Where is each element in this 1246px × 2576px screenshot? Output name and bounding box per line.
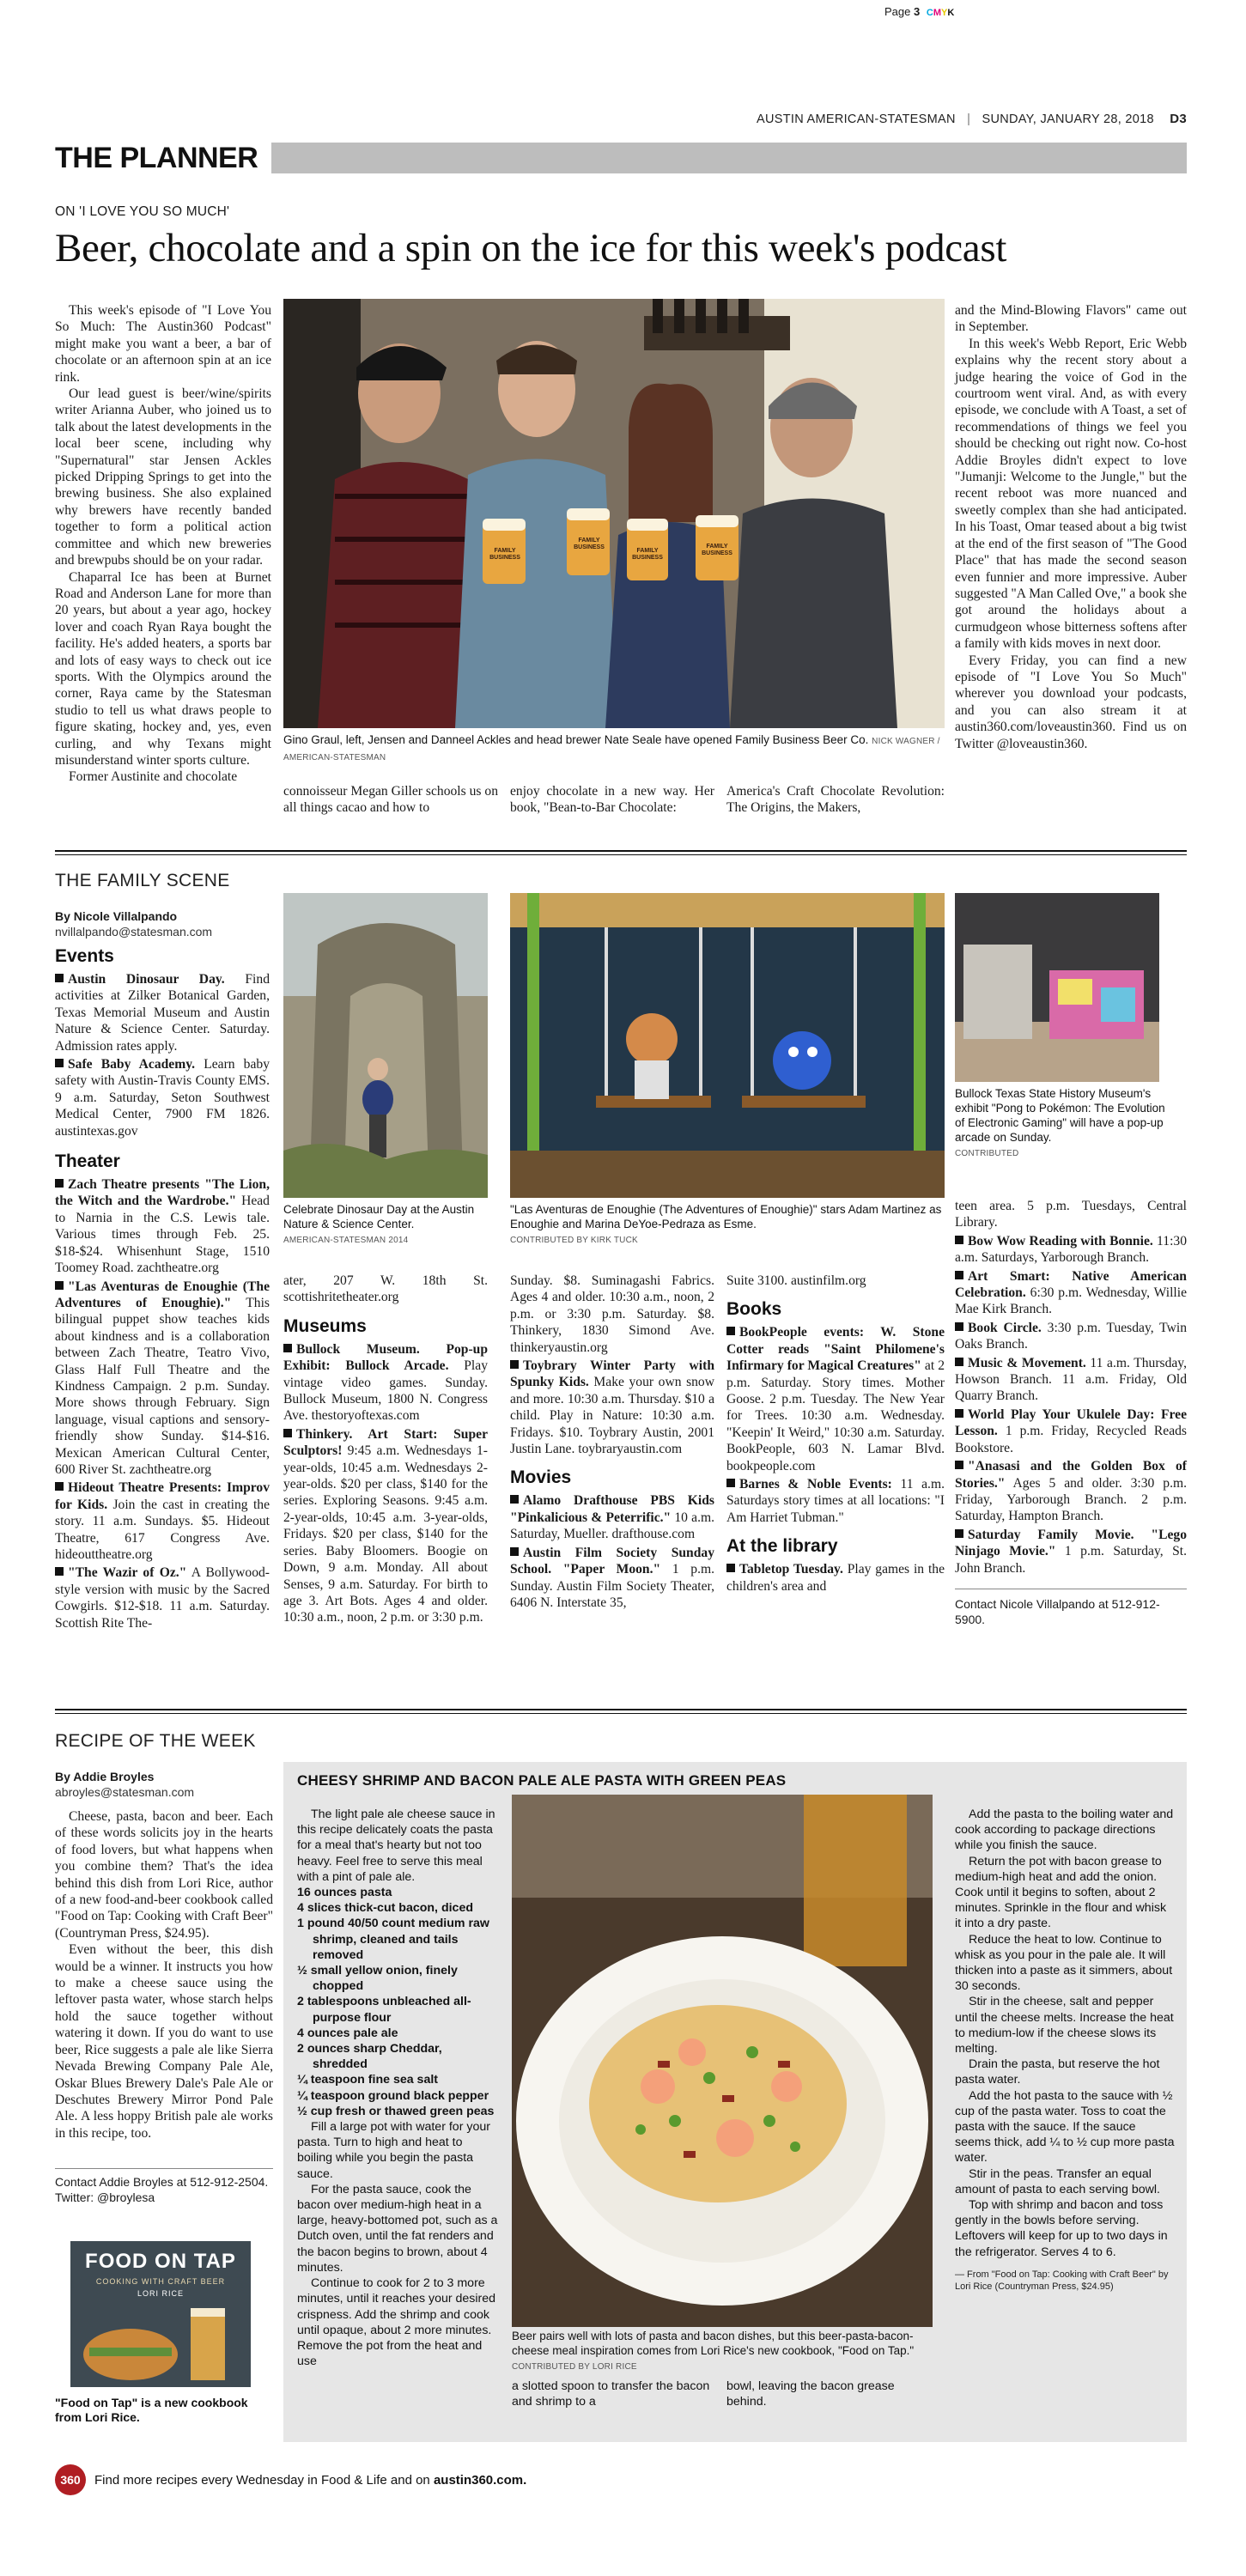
event-item <box>955 1406 1187 1456</box>
event-title: Art Smart: Native American Celebration. <box>955 1268 1187 1301</box>
section-bar <box>271 143 1187 173</box>
arcade-photo <box>955 893 1159 1082</box>
ingredient-item: 4 slices thick-cut bacon, diced <box>297 1901 473 1916</box>
event-item <box>55 1479 270 1563</box>
puppet-photo-caption: "Las Aventuras de Enoughie (The Adventures of Enoughie)" stars Adam Martinez as Enoughie and Marina DeYoe-Pedraza as Esme. CONTRIBUTED BY KIRK TUCK <box>510 1203 942 1245</box>
recipe-title: CHEESY SHRIMP AND BACON PALE ALE PASTA WITH GREEN PEAS <box>297 1772 787 1789</box>
theater-list <box>55 1176 270 1631</box>
book-cover <box>70 2241 251 2387</box>
recipe-col-3: bowl, leaving the bacon grease behind. <box>726 2379 895 2409</box>
ingredient-item: ¼ teaspoon ground black pepper <box>297 2088 489 2103</box>
event-item <box>955 1527 1187 1577</box>
recipe-col-2: a slotted spoon to transfer the bacon and shrimp to a <box>512 2379 710 2409</box>
event-item <box>55 1279 270 1479</box>
family-byline: By Nicole Villalpando nvillalpando@statesman.com <box>55 909 213 939</box>
event-details: 11:30 a.m. Saturdays, Yarborough Branch. <box>955 1233 1188 1266</box>
bullet-square <box>726 1479 735 1487</box>
bullet-square <box>55 974 64 982</box>
recipe-step: Top with shrimp and bacon and toss gently in the bowls before serving. Leftovers will keep for up to two days in the refrigerator. Serves 4 to 6. <box>955 2198 1168 2259</box>
bullet-square <box>726 1564 735 1572</box>
event-item <box>726 1476 945 1526</box>
ingredient-item: ¼ teaspoon fine sea salt <box>297 2073 439 2087</box>
event-item <box>510 1358 714 1457</box>
bullet-square <box>510 1547 519 1556</box>
austin360-badge: 360 <box>55 2464 86 2495</box>
event-details: Make your own snow and more. 10:30 a.m. Thursday. $10 a child. Play in Nature: 10:30 a.m. Fridays. $10. Toybrary Austin, 2001 Justin Lane. toybraryaustin.com <box>510 1375 714 1457</box>
event-item <box>510 1545 714 1612</box>
museums-list <box>283 1341 488 1626</box>
event-details: 1 p.m. Saturday, St. John Branch. <box>955 1544 1187 1576</box>
cmyk-marks: CMYK <box>926 8 955 18</box>
event-title: Austin Film Society Sunday School. "Paper Moon." <box>510 1545 714 1577</box>
event-item <box>955 1320 1187 1353</box>
brewery-photo-caption: Gino Graul, left, Jensen and Danneel Ackles and head brewer Nate Seale have opened Family Business Beer Co. NICK WAGNER / AMERICAN-STATESMAN <box>283 733 940 762</box>
event-item <box>283 1426 488 1626</box>
event-item <box>726 1324 945 1474</box>
bullet-square <box>510 1495 519 1504</box>
ingredient-item: 1 pound 40/50 count medium raw shrimp, cleaned and tails removed <box>297 1917 489 1962</box>
ingredient-item: 16 ounces pasta <box>297 1886 392 1900</box>
bullet-square <box>955 1322 963 1331</box>
arcade-photo-art <box>955 893 1159 1082</box>
event-title: World Play Your Ukulele Day: Free Lesson. <box>955 1406 1187 1439</box>
event-details: 1 p.m. Sunday. Austin Film Society Theater, 6406 N. Interstate 35, <box>510 1562 714 1610</box>
event-item <box>55 1176 270 1276</box>
event-title: Hideout Theatre Presents: Improv for Kids. <box>55 1480 270 1512</box>
event-title: Thinkery. Art Start: Super Sculptors! <box>283 1426 488 1459</box>
ingredient-item: ½ small yellow onion, finely chopped <box>297 1964 458 1994</box>
event-title: BookPeople events: W. Stone Cotter reads "Saint Philomene's Infirmary for Magical Creatures" <box>726 1325 945 1374</box>
section-title: THE PLANNER <box>55 142 258 174</box>
event-item <box>55 971 270 1054</box>
bullet-square <box>283 1429 292 1437</box>
steps-part-2 <box>955 1807 1175 2260</box>
book-cover-art <box>70 2303 251 2387</box>
event-item <box>55 1564 270 1631</box>
bullet-square <box>955 1461 963 1469</box>
family-col-2: ater, 207 W. 18th St. scottishritetheater.org Museums Bullock Museum. Pop-up Exhibit: Bullock Arcade. Play vintage video games. Sunday. Bullock Museum, 1800 N. Congress Ave. thestoryoftexas.com Thinkery. Art Start: Super Sculptors! 9:45 a.m. Wednesdays 1-year-olds, 10:45 a.m. Wednesdays 2-year-olds. $20 per class, $140 for the series. Exploring Seasons. 9:45 a.m. 2-year-olds, 10:45 a.m. 3-year-olds, Fridays. $20 per class, $140 for the series. Baby Bloomers. Boogie on Down, 9 a.m. Monday. All about Senses, 9 a.m. Saturday. For birth to age 3. Art Bots. Ages 4 and older. 10:30 a.m., noon, 2 p.m. or 3:30 p.m. <box>283 1273 488 1625</box>
library-events-list <box>955 1233 1187 1577</box>
event-item <box>726 1561 945 1595</box>
ingredient-item: 2 ounces sharp Cheddar, shredded <box>297 2042 442 2072</box>
recipe-intro: Cheese, pasta, bacon and beer. Each of these words solicits joy in the hearts of food lovers, but what happens when you combine them? That's the idea behind this dish from Lori Rice, author of a new food-and-beer cookbook called "Food on Tap: Cooking with Craft Beer" (Countryman Press, $24.95). Even without the beer, this dish would be a winner. It instructs you how to make a cheese sauce using the leftover pasta water, whose starch helps hold the sauce together without watering it down. If you do want to use beer, Rice suggests a pale ale like Sierra Nevada Brewing Company Pale Ale, Oskar Blues Brewery Dale's Pale Ale or Deschutes Brewery Mirror Pond Pale Ale. A less hoppy British pale ale works in this recipe, too. <box>55 1809 273 2141</box>
event-details: 10 a.m. Saturday, Mueller. drafthouse.com <box>510 1510 714 1542</box>
ingredient-item: ½ cup fresh or thawed green peas <box>297 2104 495 2118</box>
event-details: A Bollywood-style version with music by the Sacred Cowgirls. $12-$18. 11 a.m. Saturday. Scottish Rite The- <box>55 1565 270 1631</box>
bullet-square <box>955 1236 963 1244</box>
mug-label: FAMILY BUSINESS <box>489 548 520 561</box>
recipe-col-1: The light pale ale cheese sauce in this recipe delicately coats the pasta for a meal that's hearty but not too heavy. Feel free to serve this meal with a pint of pale ale. 16 ounces pasta 4 slices thick-cut bacon, diced 1 pound 40/50 count medium raw shrimp, cleaned and tails removed ½ small yellow onion, finely chopped 2 tablespoons unbleached all-purpose flour 4 ounces pale ale 2 ounces sharp Cheddar, shredded ¼ teaspoon fine sea salt ¼ teaspoon ground black pepper ½ cup fresh or thawed green peas Fill a large pot with water for your pasta. Turn to high and heat to boiling while you begin the pasta sauce. For the pasta sauce, cook the bacon over medium-high heat in a large, heavy-bottomed pot, such as a Dutch oven, until the fat renders and the bacon begins to brown, about 4 minutes. Continue to cook for 2 to 3 more minutes, until it reaches your desired crispness. Add the shrimp and cook until opaque, about 2 more minutes. Remove the pot from the heat and use <box>297 1807 500 2369</box>
event-details: This bilingual puppet show teaches kids about kindness and is a collaboration between Zach Theatre, Teatro Vivo, Glass Half Full Theatre and the Kindness Campaign. 2 p.m. Sunday. More shows through February. Sign language, visual captions and sensory-friendly show Sunday. $14-$16. Mexican American Cultural Center, 600 River St. zachtheatre.org <box>55 1295 270 1477</box>
dinosaur-photo-art <box>283 893 488 1198</box>
family-scene-header: THE FAMILY SCENE <box>55 871 230 890</box>
pasta-photo <box>512 1795 933 2327</box>
kicker: ON 'I LOVE YOU SO MUCH' <box>55 204 230 219</box>
event-item <box>955 1268 1187 1318</box>
dinosaur-photo <box>283 893 488 1198</box>
footer-site-link[interactable]: austin360.com. <box>433 2473 527 2488</box>
brewery-photo-art <box>283 299 945 728</box>
puppet-photo-art <box>510 893 945 1198</box>
family-col-5: teen area. 5 p.m. Tuesdays, Central Library. Bow Wow Reading with Bonnie. 11:30 a.m. Saturdays, Yarborough Branch. Art Smart: Native American Celebration. 6:30 p.m. Wednesday, Willie Mae Kirk Branch. Book Circle. 3:30 p.m. Tuesday, Twin Oaks Branch. Music & Movement. 11 a.m. Thursday, Howson Branch. 11 a.m. Friday, Old Quarry Branch. World Play Your Ukulele Day: Free Lesson. 1 p.m. Friday, Recycled Reads Bookstore. "Anasasi and the Golden Box of Stories." Ages 5 and older. 3:30 p.m. Friday, Yarborough Branch. 2 p.m. Saturday, Hampton Branch. Saturday Family Movie. "Lego Ninjago Movie." 1 p.m. Saturday, St. John Branch. Contact Nicole Villalpando at 512-912-5900. <box>955 1199 1188 1626</box>
mug-label: FAMILY BUSINESS <box>574 538 605 550</box>
bullet-square <box>55 1567 64 1576</box>
event-details: Head to Narnia in the C.S. Lewis tale. Various times through Feb. 25. $18-$24. Whisenhunt Stage, 1510 Toomey Road. zachtheatre.org <box>55 1194 270 1276</box>
bullet-square <box>55 1179 64 1188</box>
puppet-photo <box>510 893 945 1198</box>
event-title: Austin Dinosaur Day. <box>68 972 225 987</box>
recipe-source: — From "Food on Tap: Cooking with Craft Beer" by Lori Rice (Countryman Press, $24.95) <box>955 2269 1169 2292</box>
event-title: Safe Baby Academy. <box>68 1057 196 1072</box>
steps-part-1 <box>297 2119 500 2369</box>
recipe-step: For the pasta sauce, cook the bacon over medium-high heat in a large, heavy-bottomed pot, such as a Dutch oven, until the fat renders and the bacon begins to brown, about 4 minutes. <box>297 2182 498 2275</box>
section-rule <box>55 850 1187 852</box>
event-title: Barnes & Noble Events: <box>739 1477 892 1492</box>
recipe-step: Add the hot pasta to the sauce with ½ cup of the pasta water. Toss to coat the pasta with the sauce. If the sauce seems thick, add ¼ to ½ cup more pasta water. <box>955 2088 1175 2166</box>
podcast-col-1: This week's episode of "I Love You So Much: The Austin360 Podcast" might make you want a beer, a bar of chocolate or an afternoon spin at an ice rink. Our lead guest is beer/wine/spirits writer Arianna Auber, who joined us to talk about the latest developments in the local beer scene, including why "Supernatural" star Jensen Ackles picked Dripping Springs to get into the brewing business. She also explained why brewers have recently banded together to form a political action committee and which new breweries and brewpubs should be on your radar. Chaparral Ice has been at Burnet Road and Anderson Lane for more than 20 years, but about a year ago, hockey lover and coach Ryan Raya bought the facility. He's added heaters, a sports bar and lots of easy ways to check out ice sports. With the Olympics around the corner, Raya came by the Statesman studio to tell us what draws people to figure skating, hockey and, yes, even curling, and why Texans might misunderstand winter sports culture. Former Austinite and chocolate <box>55 303 271 785</box>
movies-list <box>510 1492 714 1611</box>
event-title: Tabletop Tuesday. <box>739 1562 843 1577</box>
recipe-step: Fill a large pot with water for your pasta. Turn to high and heat to boiling while you begin the pasta sauce. <box>297 2120 490 2181</box>
podcast-col-3: enjoy chocolate in a new way. Her book, "Bean-to-Bar Chocolate: <box>510 784 714 816</box>
event-details: 6:30 p.m. Wednesday, Willie Mae Kirk Branch. <box>955 1285 1187 1317</box>
bullet-square <box>510 1360 519 1369</box>
library-list <box>726 1561 945 1595</box>
section-rule <box>55 1709 1187 1710</box>
page-number: Page 3 CMYK <box>884 5 955 18</box>
mug-label: FAMILY BUSINESS <box>632 548 663 561</box>
event-details: Learn baby safety with Austin-Travis County EMS. 9 a.m. Saturday, Seton Southwest Medical Center, 7900 FM 1826. austintexas.gov <box>55 1057 270 1139</box>
event-title: Alamo Drafthouse PBS Kids "Pinkalicious & Peterrific." <box>510 1493 714 1525</box>
book-cover-title: FOOD ON TAP <box>85 2250 236 2273</box>
recipe-byline: By Addie Broyles abroyles@statesman.com <box>55 1770 195 1799</box>
event-item <box>283 1341 488 1425</box>
footer <box>55 2464 1187 2499</box>
event-details: 9:45 a.m. Wednesdays 1-year-olds, 10:45 a.m. Wednesdays 2-year-olds. $20 per class, $140 for the series. Exploring Seasons. 9:45 a.m. 2-year-olds, 10:45 a.m. 3-year-olds, Fridays. $20 per class, $140 for the series. Baby Bloomers. Boogie on Down, 9 a.m. Monday. All about Senses, 9 a.m. Saturday. For birth to age 3. Art Bots. Ages 4 and older. 10:30 a.m., noon, 2 p.m. or 3:30 p.m. <box>283 1443 488 1625</box>
event-title: Toybrary Winter Party with Spunky Kids. <box>510 1358 714 1390</box>
event-details: 11 a.m. Thursday, Howson Branch. 11 a.m. Friday, Old Quarry Branch. <box>955 1355 1187 1404</box>
bullet-square <box>726 1327 735 1335</box>
ingredient-item: 4 ounces pale ale <box>297 2026 398 2040</box>
recipe-header: RECIPE OF THE WEEK <box>55 1731 256 1751</box>
event-title: Zach Theatre presents "The Lion, the Witch and the Wardrobe." <box>55 1177 270 1209</box>
event-title: Bow Wow Reading with Bonnie. <box>968 1233 1153 1249</box>
family-col-1: Events Austin Dinosaur Day. Find activities at Zilker Botanical Garden, Texas Memorial Museum and Austin Nature & Science Center. Saturday. Admission rates apply. Safe Baby Academy. Learn baby safety with Austin-Travis County EMS. 9 a.m. Saturday, Seton Southwest Medical Center, 7900 FM 1826. austintexas.gov Theater Zach Theatre presents "The Lion, the Witch and the Wardrobe." Head to Narnia in the C.S. Lewis tale. Various times through Feb. 25. $18-$24. Whisenhunt Stage, 1510 Toomey Road. zachtheatre.org "Las Aventuras de Enoughie (The Adventures of Enoughie)." This bilingual puppet show teaches kids about kindness and is a collaboration between Zach Theatre, Teatro Vivo, Glass Half Full Theatre and the Kindness Campaign. 2 p.m. Sunday. More shows through February. Sign language, visual captions and sensory-friendly show Sunday. $14-$16. Mexican American Cultural Center, 600 River St. zachtheatre.org Hideout Theatre Presents: Improv for Kids. Join the cast in creating the story. 11 a.m. Sundays. $5. Hideout Theatre, 617 Congress Ave. hideouttheatre.org "The Wazir of Oz." A Bollywood-style version with music by the Sacred Cowgirls. $12-$18. 11 a.m. Saturday. Scottish Rite The- <box>55 946 270 1631</box>
bullet-square <box>283 1344 292 1352</box>
recipe-step: Return the pot with bacon grease to medium-high heat and add the onion. Cook until it begins to soften, about 2 minutes. Sprinkle in the flour and whisk it into a dry paste. <box>955 1854 1167 1931</box>
event-title: "Las Aventuras de Enoughie (The Adventures of Enoughie)." <box>55 1279 270 1310</box>
podcast-col-3b: America's Craft Chocolate Revolution: The Origins, the Makers, <box>726 784 945 816</box>
thinkery-list <box>510 1358 714 1457</box>
event-details: Play vintage video games. Sunday. Bullock Museum, 1800 N. Congress Ave. thestoryoftexas.com <box>283 1358 488 1424</box>
event-title: Book Circle. <box>968 1320 1042 1335</box>
book-cover-author: LORI RICE <box>137 2289 184 2298</box>
event-details: 3:30 p.m. Tuesday, Twin Oaks Branch. <box>955 1320 1188 1352</box>
bullet-square <box>955 1409 963 1418</box>
bullet-square <box>55 1059 64 1067</box>
event-details: Ages 5 and older. 3:30 p.m. Friday, Yarborough Branch. 2 p.m. Saturday, Hampton Branch. <box>955 1475 1187 1524</box>
bullet-square <box>955 1358 963 1366</box>
recipe-step: Continue to cook for 2 to 3 more minutes, until it reaches your desired crispness. Add the shrimp and cook until opaque, about 2 more minutes. Remove the pot from the heat and use <box>297 2276 496 2369</box>
bullet-square <box>55 1482 64 1491</box>
event-details: at 2 p.m. Saturday. Story times. Mother Goose. 2 p.m. Tuesday. The New Year for Trees. 10:30 a.m. Wednesday. "Keepin' It Weird," 10:30 a.m. Saturday. BookPeople, 603 N. Lamar Blvd. bookpeople.com <box>726 1358 945 1473</box>
family-col-4: Suite 3100. austinfilm.org Books BookPeople events: W. Stone Cotter reads "Saint Philomene's Infirmary for Magical Creatures" at 2 p.m. Saturday. Story times. Mother Goose. 2 p.m. Tuesday. The New Year for Trees. 10:30 a.m. Wednesday. "Keepin' It Weird," 10:30 a.m. Saturday. BookPeople, 603 N. Lamar Blvd. bookpeople.com Barnes & Noble Events: 11 a.m. Saturdays story times at all locations: "I Am Harriet Tubman." At the library Tabletop Tuesday. Play games in the children's area and <box>726 1273 945 1594</box>
headline: Beer, chocolate and a spin on the ice for this week's podcast <box>55 226 1007 270</box>
section-rule <box>55 1713 1187 1714</box>
pasta-photo-art <box>512 1795 933 2327</box>
book-cover-subtitle: COOKING WITH CRAFT BEER <box>95 2277 226 2286</box>
arcade-photo-caption: Bullock Texas State History Museum's exhibit "Pong to Pokémon: The Evolution of Electronic Gaming" will have a pop-up arcade on Sunday. CONTRIBUTED <box>955 1087 1165 1158</box>
mug-label: FAMILY BUSINESS <box>702 544 732 556</box>
event-details: Find activities at Zilker Botanical Garden, Texas Memorial Museum and Austin Nature & Science Center. Saturday. Admission rates apply. <box>55 972 270 1054</box>
books-list <box>726 1324 945 1526</box>
bullet-square <box>955 1529 963 1538</box>
podcast-col-2: connoisseur Megan Giller schools us on all things cacao and how to <box>283 784 498 816</box>
event-title: "Anasasi and the Golden Box of Stories." <box>955 1459 1187 1491</box>
event-item <box>510 1492 714 1542</box>
recipe-step: Add the pasta to the boiling water and cook according to package directions while you finish the sauce. <box>955 1807 1174 1853</box>
brewery-photo <box>283 299 945 728</box>
recipe-step: Stir in the peas. Transfer an equal amount of pasta to each serving bowl. <box>955 2166 1160 2196</box>
family-contact: Contact Nicole Villalpando at 512-912-5900. <box>955 1589 1187 1627</box>
section-rule <box>55 854 1187 855</box>
event-details: 11 a.m. Saturdays story times at all locations: "I Am Harriet Tubman." <box>726 1477 945 1525</box>
pasta-photo-caption: Beer pairs well with lots of pasta and bacon dishes, but this beer-pasta-bacon-cheese meal inspiration comes from Lori Rice's new cookbook, "Food on Tap." CONTRIBUTED BY LORI RICE <box>512 2330 915 2372</box>
event-item <box>55 1056 270 1139</box>
event-details: Play games in the children's area and <box>726 1562 945 1594</box>
folio-line: AUSTIN AMERICAN-STATESMAN | SUNDAY, JANUARY 28, 2018 D3 <box>757 112 1187 126</box>
event-details: 1 p.m. Friday, Recycled Reads Bookstore. <box>955 1424 1187 1455</box>
event-item <box>955 1233 1187 1267</box>
events-list <box>55 971 270 1139</box>
section-header <box>55 139 1187 177</box>
recipe-step: Reduce the heat to low. Continue to whisk as you pour in the pale ale. It will thicken into a paste as it simmers, about 30 seconds. <box>955 1932 1173 1994</box>
dinosaur-photo-caption: Celebrate Dinosaur Day at the Austin Nature & Science Center. AMERICAN-STATESMAN 2014 <box>283 1203 475 1245</box>
event-title: Music & Movement. <box>968 1355 1086 1370</box>
bullet-square <box>955 1271 963 1279</box>
ingredient-item: 2 tablespoons unbleached all-purpose flour <box>297 1995 471 2025</box>
bullet-square <box>55 1281 64 1290</box>
event-title: Saturday Family Movie. "Lego Ninjago Movie." <box>955 1527 1187 1559</box>
footer-text: Find more recipes every Wednesday in Food & Life and on austin360.com. <box>94 2473 527 2488</box>
ingredients-list <box>297 1885 500 2119</box>
podcast-col-4: and the Mind-Blowing Flavors" came out in September. In this week's Webb Report, Eric Webb explains why the recent story about a judge hearing the voice of God in the courtroom went viral. And, as with every episode, we conclude with A Toast, a set of recommendations of things we feel you should be checking out right now. Co-host Addie Broyles didn't expect to love "Jumanji: Welcome to the Jungle," but the recent reboot was more nuanced and sweetly complex than she had anticipated. In his Toast, Omar teased about a big twist at the end of the first season of "The Good Place" that has made the second season even funnier and more impressive. Auber suggested "A Man Called Ove," a book she got around the holidays about a curmudgeon whose bitterness softens after a family with kids moves in next door. Every Friday, you can find a new episode of "I Love You So Much" wherever you download your podcasts, and you can also stream it at austin360.com/loveaustin360. Find us on Twitter @loveaustin360. <box>955 303 1187 751</box>
event-title: "The Wazir of Oz." <box>68 1565 187 1581</box>
recipe-step: Drain the pasta, but reserve the hot pasta water. <box>955 2057 1160 2087</box>
recipe-step: Stir in the cheese, salt and pepper until the cheese melts. Increase the heat to medium-low if the cheese slows its melting. <box>955 1995 1174 2057</box>
family-col-3: Sunday. $8. Suminagashi Fabrics. Ages 4 and older. 10:30 a.m., noon, 2 p.m. or 3:30 p.m. Saturday. $8. Thinkery, 1830 Simond Ave. thinkeryaustin.org Toybrary Winter Party with Spunky Kids. Make your own snow and more. 10:30 a.m. Thursday. $10 a child. Play in Nature: 10:30 a.m. Fridays. $10. Toybrary Austin, 2001 Justin Lane. toybraryaustin.com Movies Alamo Drafthouse PBS Kids "Pinkalicious & Peterrific." 10 a.m. Saturday, Mueller. drafthouse.com Austin Film Society Sunday School. "Paper Moon." 1 p.m. Sunday. Austin Film Society Theater, 6406 N. Interstate 35, <box>510 1273 714 1610</box>
recipe-col-4 <box>955 1807 1175 2293</box>
event-item <box>955 1458 1187 1525</box>
book-caption: "Food on Tap" is a new cookbook from Lori Rice. <box>55 2396 248 2424</box>
event-title: Bullock Museum. Pop-up Exhibit: Bullock Arcade. <box>283 1341 488 1374</box>
event-details: Join the cast in creating the story. 11 a.m. Sundays. $5. Hideout Theatre, 617 Congress Ave. hideouttheatre.org <box>55 1497 270 1562</box>
event-item <box>955 1355 1187 1405</box>
recipe-contact: Contact Addie Broyles at 512-912-2504. Twitter: @broylesa <box>55 2168 273 2205</box>
